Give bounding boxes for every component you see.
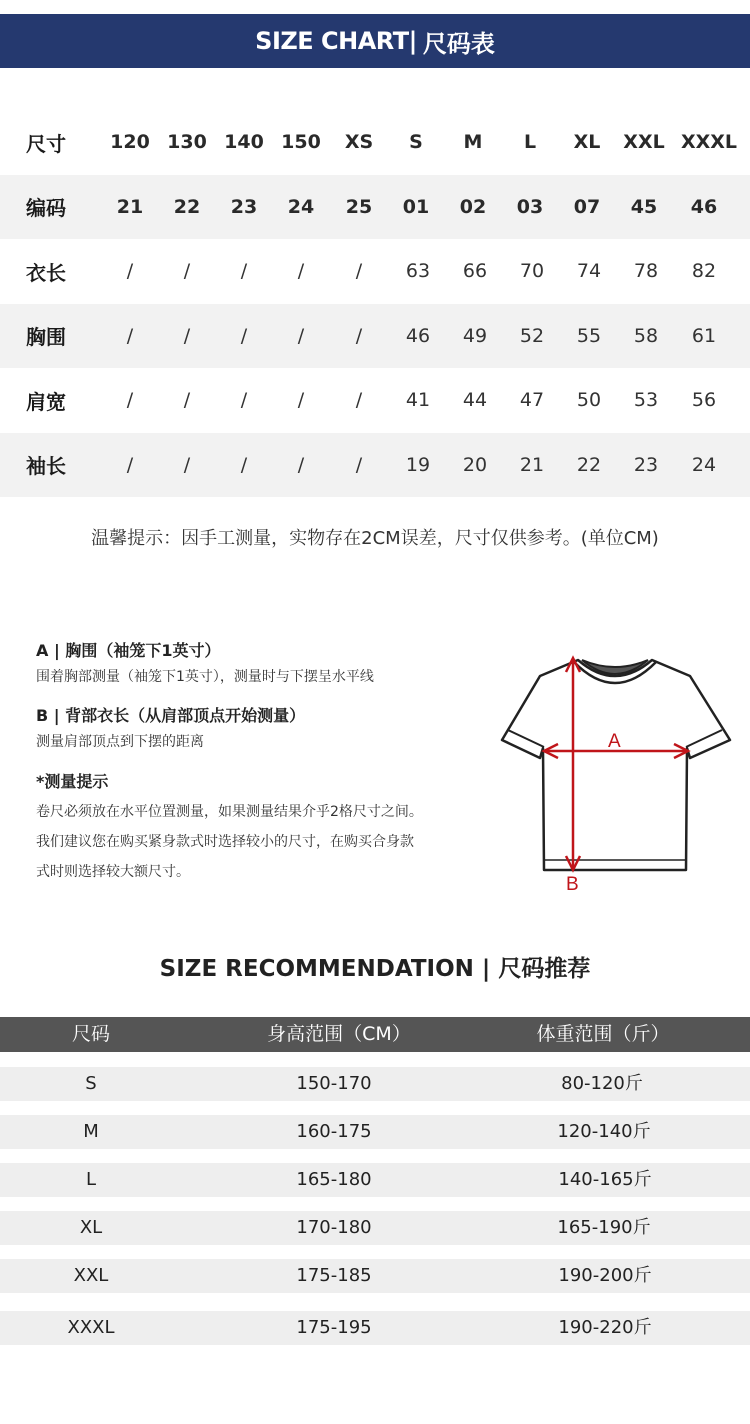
size-cell: 45	[630, 195, 658, 218]
tip-line: 我们建议您在购买紧身款式时选择较小的尺寸，在购买合身款	[36, 834, 414, 850]
rec-size: M	[83, 1121, 99, 1142]
tip-line: 式时则选择较大额尺寸。	[36, 864, 190, 880]
rec-height: 175-185	[296, 1265, 372, 1286]
size-cell: 25	[345, 195, 373, 218]
banner-title-en: SIZE CHART|	[255, 27, 417, 55]
size-cell: 19	[405, 453, 431, 476]
size-cell: 50	[576, 389, 602, 412]
tip-line: 卷尺必须放在水平位置测量，如果测量结果介乎2格尺寸之间。	[36, 804, 423, 820]
size-cell: 23	[230, 195, 258, 218]
measurement-guide	[36, 640, 486, 887]
rec-height: 165-180	[296, 1169, 372, 1190]
size-cell: XL	[573, 131, 601, 154]
size-cell: 46	[690, 195, 718, 218]
size-cell: /	[183, 324, 191, 347]
size-cell: 22	[576, 453, 602, 476]
rec-height: 150-170	[296, 1073, 372, 1094]
size-cell: /	[355, 324, 363, 347]
size-cell: /	[240, 260, 248, 283]
recommendation-row	[0, 1067, 750, 1101]
size-cell: /	[183, 260, 191, 283]
size-cell: 24	[691, 453, 717, 476]
recommendation-row	[0, 1115, 750, 1149]
size-cell: 02	[459, 195, 487, 218]
guide-a-text: 围着胸部测量（袖笼下1英寸），测量时与下摆呈水平线	[36, 669, 374, 685]
rec-weight: 140-165斤	[558, 1169, 652, 1190]
rec-size: XL	[79, 1217, 103, 1238]
guide-a-title: A | 胸围（袖笼下1英寸）	[36, 641, 221, 660]
guide-b-title: B | 背部衣长（从肩部顶点开始测量）	[36, 706, 306, 725]
size-row-chest	[0, 304, 750, 369]
size-cell: 24	[287, 195, 315, 218]
measurement-note: 温馨提示：因手工测量，实物存在2CM误差，尺寸仅供参考。(单位CM)	[91, 528, 659, 549]
size-cell: 58	[633, 324, 659, 347]
size-cell: 07	[573, 195, 601, 218]
recommendation-row	[0, 1259, 750, 1293]
size-cell: 53	[633, 389, 659, 412]
size-cell: 41	[405, 389, 431, 412]
header-size: 尺码	[71, 1023, 111, 1045]
rec-height: 170-180	[296, 1217, 372, 1238]
header-height: 身高范围（CM）	[267, 1023, 411, 1045]
header-weight: 体重范围（斤）	[536, 1023, 670, 1045]
row-label: 编码	[26, 196, 66, 221]
rec-size: L	[85, 1169, 97, 1190]
size-row-sleeve	[0, 433, 750, 498]
size-cell: 21	[116, 195, 144, 218]
size-cell: 66	[462, 260, 488, 283]
size-cell: XXL	[623, 131, 665, 154]
rec-size: XXXL	[67, 1317, 115, 1338]
size-cell: /	[355, 389, 363, 412]
size-cell: /	[126, 453, 134, 476]
rec-height: 175-195	[296, 1317, 372, 1338]
size-cell: S	[409, 131, 423, 154]
size-cell: 82	[691, 260, 717, 283]
tshirt-measure-diagram	[500, 630, 740, 900]
size-cell: /	[126, 324, 134, 347]
tip-title: *测量提示	[36, 772, 109, 791]
size-cell: 74	[576, 260, 602, 283]
size-cell: 70	[519, 260, 545, 283]
size-cell: /	[297, 260, 305, 283]
size-cell: 130	[167, 131, 207, 154]
recommendation-row	[0, 1211, 750, 1245]
label-b: B	[566, 874, 579, 895]
size-cell: /	[297, 453, 305, 476]
size-cell: 61	[691, 324, 717, 347]
banner-title-cn: 尺码表	[422, 29, 495, 58]
size-cell: /	[183, 389, 191, 412]
size-row-shoulder	[0, 368, 750, 433]
rec-weight: 120-140斤	[557, 1121, 651, 1142]
row-label: 袖长	[26, 454, 66, 479]
size-cell: 20	[462, 453, 488, 476]
rec-weight: 80-120斤	[561, 1073, 643, 1094]
row-label: 尺寸	[26, 131, 66, 156]
size-recommendation-title: SIZE RECOMMENDATION | 尺码推荐	[159, 956, 591, 982]
size-cell: /	[297, 389, 305, 412]
size-cell: XS	[344, 131, 374, 154]
rec-size: XXL	[73, 1265, 109, 1286]
size-cell: /	[240, 453, 248, 476]
tshirt-icon	[502, 660, 730, 870]
size-cell: 03	[516, 195, 544, 218]
size-cell: 120	[110, 131, 150, 154]
size-cell: XXXL	[680, 131, 738, 154]
size-cell: /	[126, 260, 134, 283]
rec-height: 160-175	[296, 1121, 372, 1142]
size-cell: M	[463, 131, 483, 154]
size-cell: 55	[576, 324, 602, 347]
size-cell: 140	[224, 131, 264, 154]
rec-size: S	[85, 1073, 97, 1094]
rec-weight: 190-220斤	[558, 1317, 652, 1338]
size-row-length	[0, 239, 750, 304]
size-cell: /	[355, 453, 363, 476]
size-cell: 56	[691, 389, 717, 412]
size-cell: 21	[519, 453, 545, 476]
size-cell: 22	[173, 195, 201, 218]
rec-weight: 190-200斤	[558, 1265, 652, 1286]
size-cell: 49	[462, 324, 488, 347]
size-header-row	[0, 110, 750, 175]
size-cell: /	[183, 453, 191, 476]
recommendation-row	[0, 1163, 750, 1197]
row-label: 肩宽	[26, 389, 66, 414]
size-cell: 52	[519, 324, 545, 347]
recommendation-header	[0, 1017, 750, 1052]
recommendation-row	[0, 1311, 750, 1345]
label-a: A	[608, 731, 621, 752]
size-chart-table	[0, 110, 750, 497]
size-cell: 47	[519, 389, 545, 412]
guide-b-text: 测量肩部顶点到下摆的距离	[36, 734, 204, 750]
size-cell: /	[126, 389, 134, 412]
rec-weight: 165-190斤	[557, 1217, 651, 1238]
row-label: 胸围	[26, 325, 66, 350]
row-label: 衣长	[26, 260, 66, 285]
size-cell: /	[240, 324, 248, 347]
size-cell: 01	[402, 195, 430, 218]
size-cell: 23	[633, 453, 659, 476]
size-cell: 46	[405, 324, 431, 347]
size-cell: 78	[633, 260, 659, 283]
size-cell: 150	[281, 131, 321, 154]
size-cell: /	[240, 389, 248, 412]
size-cell: /	[355, 260, 363, 283]
size-cell: L	[523, 131, 537, 154]
size-chart-banner	[0, 14, 750, 68]
size-cell: 63	[405, 260, 431, 283]
size-cell: 44	[462, 389, 488, 412]
size-cell: /	[297, 324, 305, 347]
size-row-code	[0, 175, 750, 240]
